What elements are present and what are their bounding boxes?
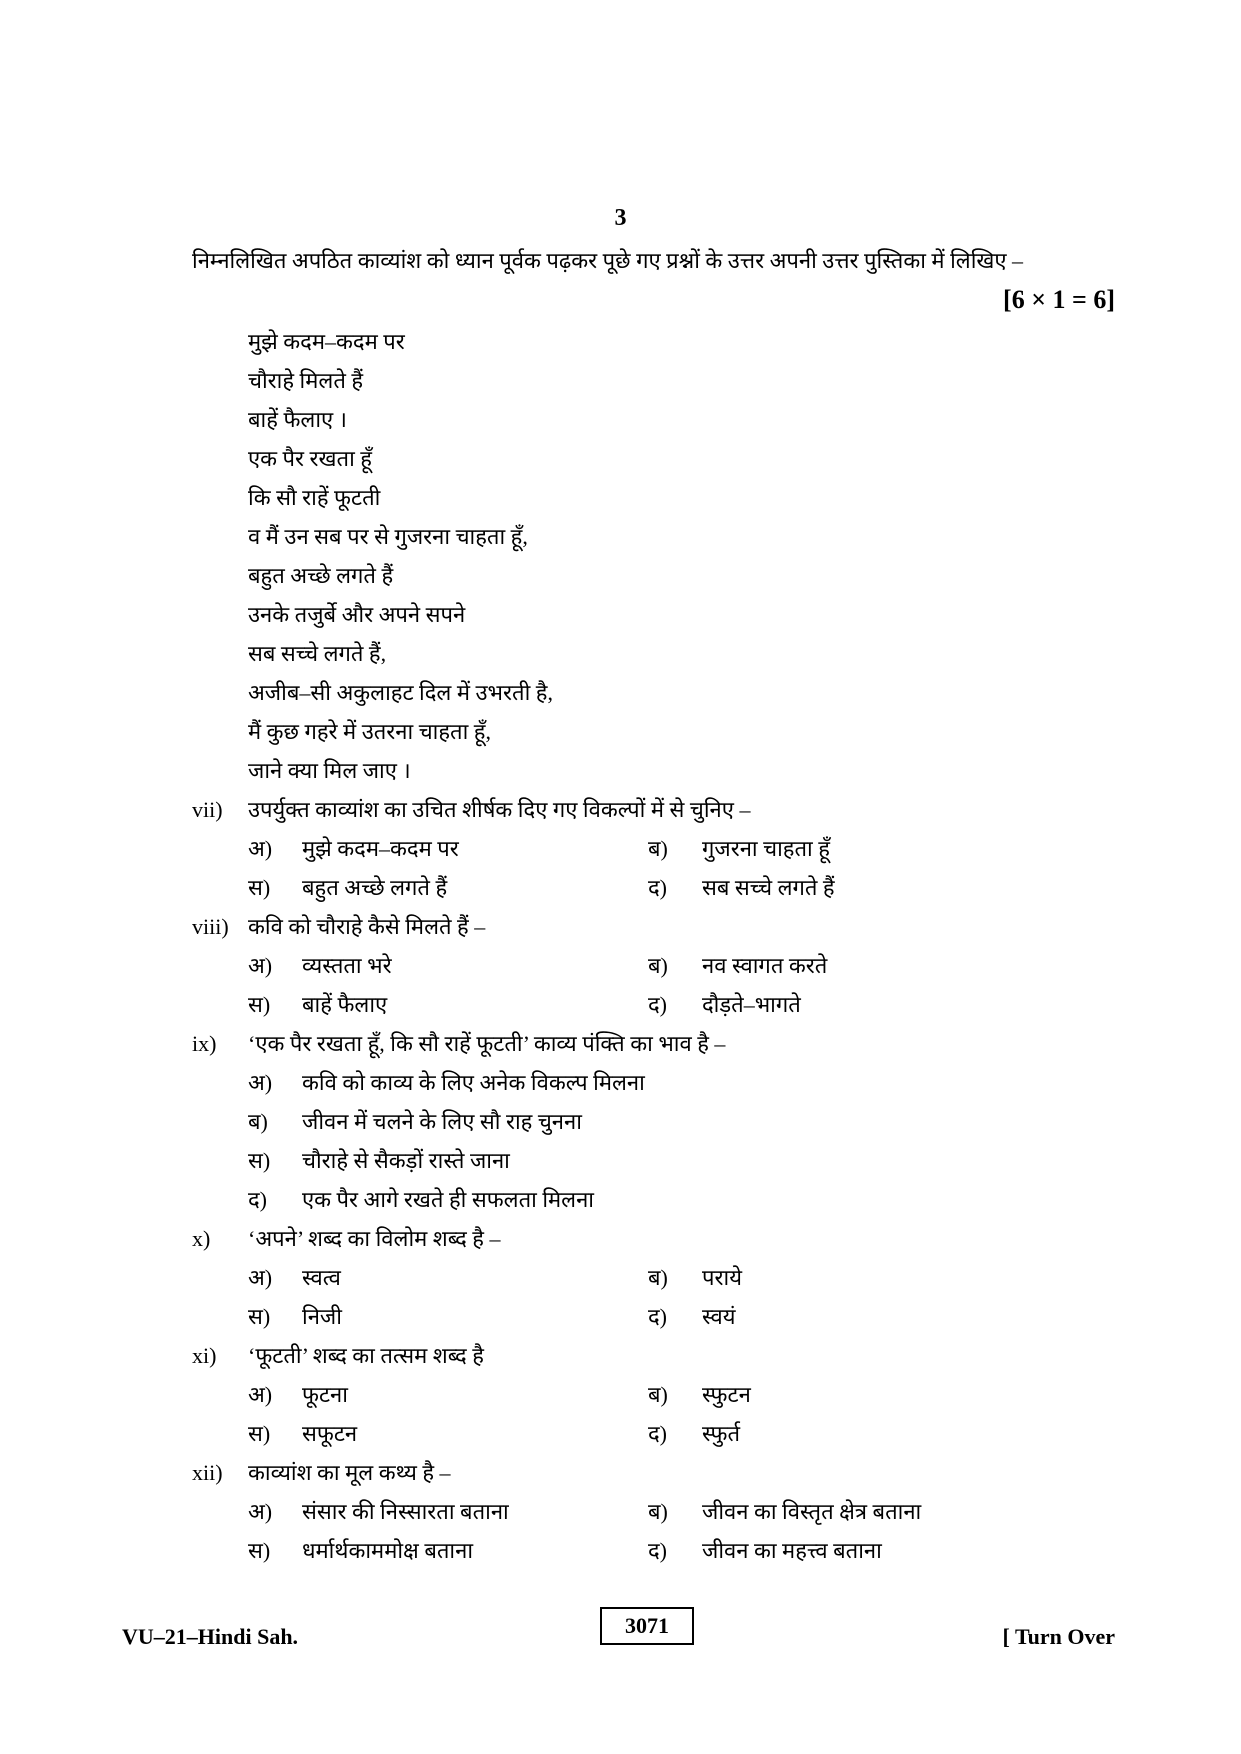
question-text: ‘फूटती’ शब्द का तत्सम शब्द है [248,1343,484,1368]
question-text: ‘अपने’ शब्द का विलोम शब्द है – [248,1226,501,1251]
poem-line: चौराहे मिलते हैं [248,368,364,393]
page-number: 3 [614,205,627,231]
poem-line: सब सच्चे लगते हैं, [248,641,387,666]
question-text: कवि को चौराहे कैसे मिलते हैं – [248,914,486,939]
question-text: उपर्युक्त काव्यांश का उचित शीर्षक दिए गए विकल्पों में से चुनिए – [248,797,751,822]
booklet-code-box: 3071 [600,1607,694,1645]
poem-line: उनके तजुर्बे और अपने सपने [248,602,466,627]
turn-over-label: [ Turn Over [1002,1624,1115,1649]
question-text: ‘एक पैर रखता हूँ, कि सौ राहें फूटती’ काव्य पंक्ति का भाव है – [248,1031,726,1056]
poem-line: मैं कुछ गहरे में उतरना चाहता हूँ, [248,719,491,744]
marks-allocation: [6 × 1 = 6] [1003,285,1115,314]
poem-line: जाने क्या मिल जाए । [248,758,411,783]
instruction-text: निम्नलिखित अपठित काव्यांश को ध्यान पूर्वक पढ़कर पूछे गए प्रश्नों के उत्तर अपनी उत्तर पुस्तिका में लिखिए – [192,248,1024,273]
question-number: xii) [192,1460,223,1485]
question-text: काव्यांश का मूल कथ्य है – [248,1460,451,1485]
poem-line: एक पैर रखता हूँ [248,446,372,471]
poem-block [248,322,553,790]
poem-line: मुझे कदम–कदम पर [248,329,405,354]
poem-line: बाहें फैलाए । [248,407,348,432]
poem-line: कि सौ राहें फूटती [248,485,381,510]
paper-code: VU–21–Hindi Sah. [122,1624,299,1649]
exam-page: 3 निम्नलिखित अपठित काव्यांश को ध्यान पूर्वक पढ़कर पूछे गए प्रश्नों के उत्तर अपनी उत्तर पुस्तिका में लिखिए – [6 × 1 = 6] मुझे कदम–कदम पर चौराहे मिलते हैं बाहें फैलाए । एक पैर रखता हूँ कि सौ राहें फूटती व मैं उन सब पर से गुजरना चाहता हूँ, बहुत अच्छे लगते हैं उनके तजुर्बे और अपने सपने सब सच्चे लगते हैं, अजीब–सी अकुलाहट दिल में उभरती है, मैं कुछ गहरे में उतरना चाहता हूँ, जाने क्या मिल जाए । vii) उपर्युक्त काव्यांश का उचित शीर्षक दिए गए विकल्पों में से चुनिए – अ) मुझे कदम–कदम पर ब) गुजरना चाहता हूँ स) बहुत अच्छे लगते हैं द) सब सच्चे लगते हैं viii) कवि को चौराहे कैसे मिलते हैं – अ) व्यस्तता भरे ब) नव स्वागत करते स) बाहें फैलाए द) दौड़ते–भागते ix) ‘एक पैर रखता हूँ, कि सौ राहें फूटती’ काव्य पंक्ति का भाव है – अ) कवि को काव्य के लिए अनेक विकल्प मिलना ब) जीवन में चलने के लिए सौ राह चुनना स) चौराहे से सैकड़ों रास्ते जाना द) एक पैर आगे रखते ही सफलता मिलना x) ‘अपने’ शब्द का विलोम शब्द है – अ) स्वत्व ब) पराये स) निजी द) स्वयं xi) ‘फूटती’ शब्द का तत्सम शब्द है अ) फूटना ब) स्फुटन स) सफूटन द) स्फुर्त xii) काव्यांश का मूल कथ्य है – अ) संसार की निस्सारता बताना ब) जीवन का विस्तृत क्षेत्र बताना स) धर्मार्थकाममोक्ष बताना द) जीवन का महत्त्व बताना VU–21–Hindi Sah. 3071 [ Turn Over [0,0,1241,1754]
question-number: xi) [192,1343,217,1368]
question-number: x) [192,1226,211,1251]
poem-line: बहुत अच्छे लगते हैं [248,563,394,588]
question-number: ix) [192,1031,217,1056]
poem-line: व मैं उन सब पर से गुजरना चाहता हूँ, [248,524,528,549]
poem-line: अजीब–सी अकुलाहट दिल में उभरती है, [248,680,553,705]
question-number: viii) [192,914,229,939]
question-number: vii) [192,797,223,822]
